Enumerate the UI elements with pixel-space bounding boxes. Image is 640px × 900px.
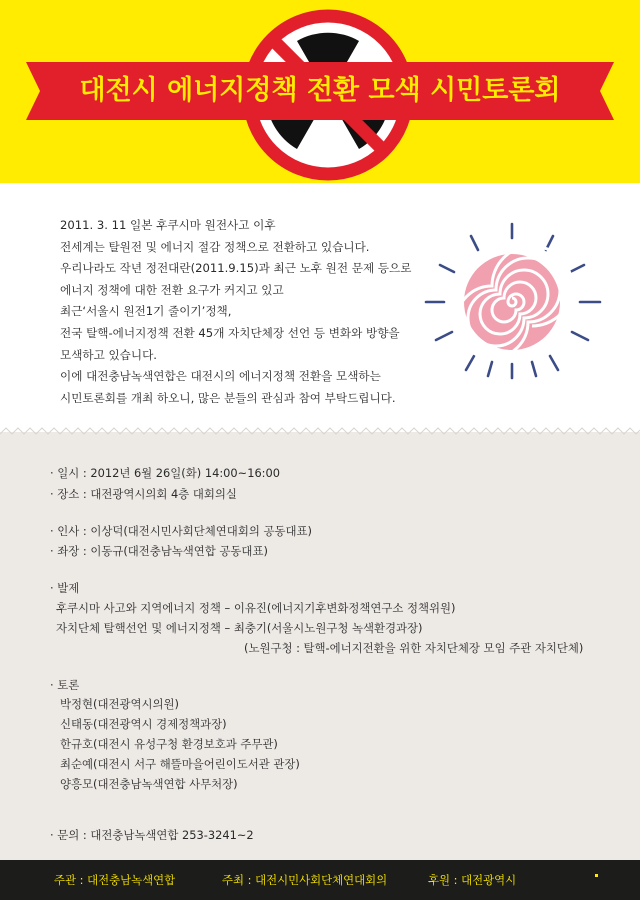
- event-greeting: · 인사 : 이상덕(대전시민사회단체연대회의 공동대표): [50, 524, 312, 538]
- event-chair: · 좌장 : 이동규(대전충남녹색연합 공동대표): [50, 544, 268, 558]
- sponsor-label: 후원 : 대전광역시: [428, 873, 517, 887]
- panelist-item: 한규호(대전시 유성구청 환경보호과 주무관): [60, 737, 278, 751]
- intro-line: 2011. 3. 11 일본 후쿠시마 원전사고 이후: [60, 218, 276, 232]
- page-title: 대전시 에너지정책 전환 모색 시민토론회: [79, 75, 561, 106]
- intro-line: 전세계는 탈원전 및 에너지 절감 정책으로 전환하고 있습니다.: [60, 239, 370, 254]
- intro-line: 이에 대전충남녹색연합은 대전시의 에너지정책 전환을 모색하는: [60, 369, 381, 384]
- intro-line: 전국 탈핵-에너지정책 전환 45개 자치단체장 선언 등 변화와 방향을: [60, 325, 400, 340]
- intro-line: 모색하고 있습니다.: [60, 347, 157, 362]
- divider: [0, 426, 640, 436]
- intro-line: 시민토론회를 개최 하오니, 많은 분들의 관심과 참여 부탁드립니다.: [60, 390, 396, 405]
- presentation-item: 후쿠시마 사고와 지역에너지 정책 – 이유진(에너지기후변화정책연구소 정책위원): [56, 601, 456, 615]
- event-datetime: · 일시 : 2012년 6월 26일(화) 14:00~16:00: [50, 466, 281, 480]
- presentation-heading: · 발제: [50, 581, 80, 595]
- panelist-item: 양흥모(대전충남녹색연합 사무처장): [60, 777, 238, 791]
- organizer-label: 주관 : 대전충남녹색연합: [54, 873, 176, 887]
- contact-info: · 문의 : 대전충남녹색연합 253-3241~2: [50, 828, 254, 842]
- footer-dot: [595, 874, 598, 877]
- panelist-item: 박정현(대전광역시의원): [60, 697, 179, 711]
- event-place: · 장소 : 대전광역시의회 4층 대회의실: [50, 487, 237, 501]
- discussion-heading: · 토론: [50, 678, 80, 692]
- presentation-item: 자치단체 탈핵선언 및 에너지정책 – 최충기(서울시노원구청 녹색환경과장): [56, 621, 423, 635]
- panelist-item: 최순예(대전시 서구 해뜰마을어린이도서관 관장): [60, 757, 300, 771]
- intro-line: 우리나라도 작년 정전대란(2011.9.15)과 최근 노후 원전 문제 등으로: [60, 261, 412, 276]
- intro-line: 에너지 정책에 대한 전환 요구가 커지고 있고: [60, 282, 284, 297]
- presentation-note: (노원구청 : 탈핵-에너지전환을 위한 자치단체장 모임 주관 자치단체): [244, 641, 584, 655]
- panelist-item: 신태동(대전광역시 경제정책과장): [60, 717, 227, 731]
- header-banner: [0, 0, 640, 183]
- sun-illustration: [408, 210, 628, 410]
- host-label: 주최 : 대전시민사회단체연대회의: [222, 873, 388, 887]
- footer: [0, 860, 640, 900]
- intro-text: [60, 215, 440, 409]
- intro-line: 최근‘서울시 원전1기 줄이기’정책,: [60, 304, 232, 319]
